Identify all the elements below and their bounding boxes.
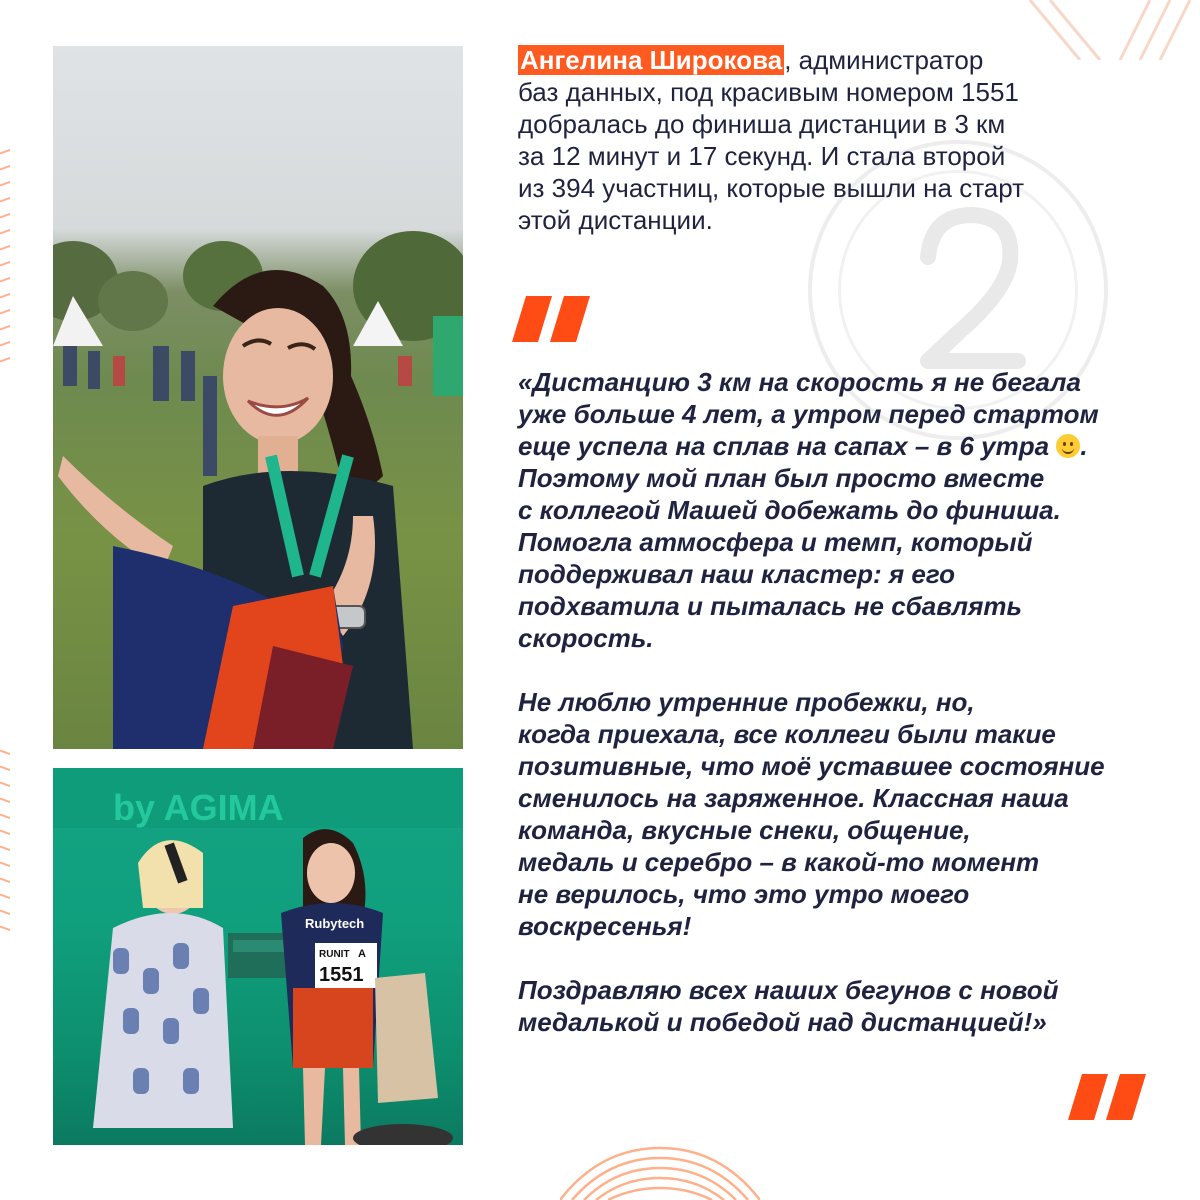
- bib-letter-text: A: [358, 948, 366, 960]
- stripe-line: [0, 310, 10, 324]
- stripe-line: [0, 358, 10, 372]
- quote-line: скорость.: [518, 623, 654, 653]
- quote-line: с коллегой Машей добежать до финиша.: [518, 495, 1061, 525]
- stripe-line: [0, 294, 10, 308]
- stripe-line: [0, 182, 10, 196]
- stripes-bottom-decoration: [560, 1118, 760, 1200]
- stripe-line: [0, 772, 10, 786]
- quote-line: позитивные, что моё уставшее состояние: [518, 751, 1105, 781]
- intro-line: из 394 участниц, которые вышли на старт: [518, 173, 1025, 203]
- stripe-line: [0, 900, 10, 914]
- shirt-brand-text: Rubytech: [305, 916, 365, 931]
- stripe-line: [0, 740, 10, 754]
- quote-line: медаль и серебро – в какой-то момент: [518, 847, 1040, 877]
- quote-line: еще успела на сплав на сапах – в 6 утра: [518, 431, 1050, 461]
- athlete-name: Ангелина Широкова: [520, 45, 783, 75]
- intro-paragraph: [518, 44, 1168, 236]
- stripe-line: [0, 246, 10, 260]
- award-stage-photo: [53, 768, 463, 1145]
- quote-line: воскресенья!: [518, 911, 692, 941]
- stripe-line: [0, 262, 10, 276]
- stripe-line: [0, 756, 10, 770]
- stripe-line: [0, 836, 10, 850]
- bib-event-text: RUNIT: [319, 949, 350, 960]
- quote-line: «Дистанцию 3 км на скорость я не бегала: [518, 367, 1081, 397]
- stripe-line: [0, 852, 10, 866]
- quote-line: уже больше 4 лет, а утром перед стартом: [518, 399, 1099, 429]
- runner-portrait-illustration: [53, 46, 463, 749]
- quote-line: поддерживал наш кластер: я его: [518, 559, 955, 589]
- intro-line: , администратор: [784, 45, 984, 75]
- quote-open-icon: [508, 296, 592, 342]
- quote-block: [518, 366, 1178, 1070]
- quote-paragraph-3: [518, 974, 1178, 1038]
- bib-number-text: 1551: [319, 964, 364, 986]
- smile-emoji-icon: [1056, 434, 1080, 458]
- stripe-line: [0, 868, 10, 882]
- stripe-line: [0, 230, 10, 244]
- intro-block: [518, 44, 1168, 236]
- quote-line: Поздравляю всех наших бегунов с новой: [518, 975, 1059, 1005]
- stripe-line: [0, 198, 10, 212]
- stripe-line: [0, 804, 10, 818]
- award-stage-illustration: [53, 768, 463, 1145]
- intro-line: добралась до финиша дистанции в 3 км: [518, 109, 1006, 139]
- quote-line: не верилось, что это утро моего: [518, 879, 970, 909]
- stripe-line: [0, 884, 10, 898]
- quote-line: когда приехала, все коллеги были такие: [518, 719, 1056, 749]
- stage-banner-text: by AGIMA: [113, 787, 284, 828]
- quote-line: сменилось на заряженное. Классная наша: [518, 783, 1069, 813]
- intro-line: этой дистанции.: [518, 205, 713, 235]
- stripes-left-decoration: [0, 140, 10, 960]
- quote-paragraph-1: [518, 366, 1178, 654]
- quote-line: Помогла атмосфера и темп, который: [518, 527, 1033, 557]
- stripe-line: [0, 166, 10, 180]
- runner-portrait-photo: [53, 46, 463, 749]
- stripe-line: [0, 214, 10, 228]
- quote-line: подхватила и пыталась не сбавлять: [518, 591, 1022, 621]
- stripe-line: [0, 278, 10, 292]
- stripe-line: [0, 326, 10, 340]
- stripe-line: [0, 788, 10, 802]
- intro-line: за 12 минут и 17 секунд. И стала второй: [518, 141, 1006, 171]
- intro-line: баз данных, под красивым номером 1551: [518, 77, 1019, 107]
- quote-paragraph-2: [518, 686, 1178, 942]
- quote-line: Поэтому мой план был просто вместе: [518, 463, 1045, 493]
- quote-line: команда, вкусные снеки, общение,: [518, 815, 971, 845]
- stripe-line: [0, 820, 10, 834]
- quote-line: Не люблю утренние пробежки, но,: [518, 687, 975, 717]
- stripe-line: [0, 342, 10, 356]
- quote-line: медалькой и победой над дистанцией!»: [518, 1007, 1047, 1037]
- stripe-line: [0, 150, 10, 164]
- stripe-line: [0, 916, 10, 930]
- quote-line-end: .: [1080, 431, 1088, 461]
- quote-close-icon: [1064, 1074, 1148, 1120]
